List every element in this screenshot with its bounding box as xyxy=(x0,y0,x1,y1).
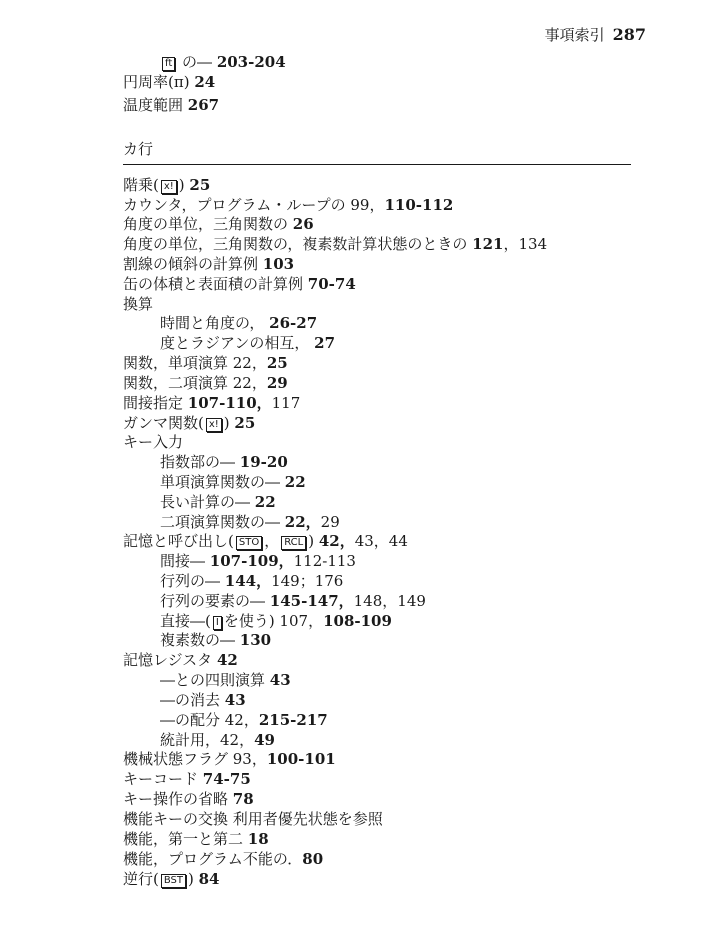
page-ref-primary: 107-110， xyxy=(187,394,272,412)
index-entry xyxy=(123,433,183,452)
page-ref-primary: 100-101 xyxy=(266,750,336,768)
page-ref-primary: 70-74 xyxy=(307,275,356,293)
entry-text: 二項演算関数の― xyxy=(160,513,285,531)
key-symbol: BST xyxy=(161,874,186,888)
page-ref-primary: 25 xyxy=(189,176,211,194)
entry-text: 逆行( xyxy=(123,870,159,888)
entry-text: 機械状態フラグ 93， xyxy=(123,750,267,768)
entry-text: ， xyxy=(264,532,280,550)
entry-text: 149；176 xyxy=(271,572,344,590)
entry-text: 円周率( xyxy=(123,73,174,91)
index-entry xyxy=(123,354,288,373)
index-subentry xyxy=(160,53,286,72)
index-entry xyxy=(123,235,547,254)
page-ref-primary: 49 xyxy=(254,731,275,749)
page-ref-primary: 107-109， xyxy=(209,552,294,570)
page-ref-primary: 74-75 xyxy=(202,770,251,788)
index-entry xyxy=(123,215,314,234)
entry-text: ) xyxy=(223,414,235,432)
entry-text: ―の消去 xyxy=(160,691,225,709)
entry-text: 29 xyxy=(320,513,340,531)
index-subentry xyxy=(160,493,276,512)
entry-text: 単項演算関数の― xyxy=(160,473,285,491)
key-symbol: STO xyxy=(236,536,262,550)
entry-text: 117 xyxy=(271,394,301,412)
index-entry xyxy=(123,96,219,115)
entry-text: 角度の単位，三角関数の xyxy=(123,215,293,233)
page-ref-primary: 27 xyxy=(314,334,336,352)
entry-text: 時間と角度の， xyxy=(160,314,270,332)
index-entry xyxy=(123,810,383,829)
index-subentry xyxy=(160,731,275,750)
entry-text: ) xyxy=(188,870,199,888)
entry-text: 直接―( xyxy=(160,612,211,630)
section-rule xyxy=(123,164,631,165)
page-ref-primary: 144， xyxy=(224,572,272,590)
page-ref-primary: 26-27 xyxy=(269,314,318,332)
entry-text: キー入力 xyxy=(123,433,184,451)
key-symbol: x! xyxy=(206,418,222,432)
index-entry xyxy=(123,850,323,869)
entry-text: 記憶レジスタ xyxy=(123,651,217,669)
key-symbol: x! xyxy=(161,180,177,194)
page-ref-primary: 42， xyxy=(318,532,355,550)
page-number: 287 xyxy=(612,25,646,44)
index-subentry xyxy=(160,453,288,472)
entry-text: 148，149 xyxy=(353,592,426,610)
entry-text: ，134 xyxy=(503,235,548,253)
index-subentry xyxy=(160,334,335,353)
entry-text: 階乗( xyxy=(123,176,159,194)
entry-text: ) xyxy=(183,73,195,91)
entry-text: 関数，二項演算 22， xyxy=(123,374,267,392)
page-ref-primary: 78 xyxy=(232,790,254,808)
page-ref-primary: 108-109 xyxy=(323,612,392,630)
page-ref-primary: 25 xyxy=(234,414,256,432)
entry-text: キーコード xyxy=(123,770,203,788)
index-subentry xyxy=(160,572,343,591)
page-ref-primary: 26 xyxy=(292,215,314,233)
index-entry xyxy=(123,532,408,551)
entry-text: 割線の傾斜の計算例 xyxy=(123,255,263,273)
page-ref-primary: 25 xyxy=(266,354,288,372)
entry-text: カウンタ，プログラム・ループの 99， xyxy=(123,196,385,214)
page-header xyxy=(545,24,646,45)
entry-text: の― xyxy=(177,53,217,71)
index-entry xyxy=(123,374,288,393)
index-subentry xyxy=(160,592,426,611)
page-ref-primary: 84 xyxy=(198,870,220,888)
entry-text: キー操作の省略 xyxy=(123,790,233,808)
index-entry xyxy=(123,295,153,314)
page-ref-primary: 43 xyxy=(224,691,246,709)
page-ref-primary: 18 xyxy=(247,830,269,848)
entry-text: 記憶と呼び出し( xyxy=(123,532,234,550)
entry-text: 指数部の― xyxy=(160,453,240,471)
key-symbol: RCL xyxy=(281,536,306,550)
page-ref-primary: 22， xyxy=(284,513,321,531)
entry-text: を使う) 107， xyxy=(223,612,324,630)
entry-text: 長い計算の― xyxy=(160,493,255,511)
index-subentry xyxy=(160,513,340,532)
index-subentry xyxy=(160,314,317,333)
entry-text: 温度範囲 xyxy=(123,96,188,114)
entry-text: 度とラジアンの相互， xyxy=(160,334,315,352)
page-ref-primary: 42 xyxy=(216,651,238,669)
index-subentry xyxy=(160,711,328,730)
page-ref-primary: 203-204 xyxy=(216,53,286,71)
entry-text: ) xyxy=(178,176,190,194)
index-entry xyxy=(123,255,294,274)
entry-text: 43，44 xyxy=(354,532,408,550)
index-entry xyxy=(123,394,300,413)
entry-text: 間接指定 xyxy=(123,394,188,412)
page-ref-primary: 43 xyxy=(269,671,291,689)
index-entry xyxy=(123,750,336,769)
index-entry xyxy=(123,176,210,195)
section-title: カ行 xyxy=(123,140,154,158)
index-entry xyxy=(123,870,220,889)
page-ref-primary: 22 xyxy=(254,493,276,511)
page-ref-primary: 215-217 xyxy=(258,711,328,729)
header-title: 事項索引 xyxy=(544,26,605,44)
entry-text: 角度の単位，三角関数の，複素数計算状態のときの xyxy=(123,235,473,253)
index-subentry xyxy=(160,671,291,690)
index-entry xyxy=(123,73,215,92)
page-ref-primary: 130 xyxy=(239,631,272,649)
index-entry xyxy=(123,830,269,849)
page-ref-primary: 24 xyxy=(194,73,216,91)
entry-text: π xyxy=(173,73,184,91)
page-ref-primary: 19-20 xyxy=(239,453,288,471)
entry-text: 間接― xyxy=(160,552,210,570)
entry-text: 行列の要素の― xyxy=(160,592,270,610)
page-ref-primary: 80 xyxy=(302,850,324,868)
page-ref-primary: 22 xyxy=(284,473,306,491)
entry-text: 関数，単項演算 22， xyxy=(123,354,267,372)
entry-text: 複素数の― xyxy=(160,631,240,649)
entry-text: 機能キーの交換 利用者優先状態を参照 xyxy=(123,810,383,828)
page-ref-primary: 110-112 xyxy=(384,196,454,214)
entry-text: 缶の体積と表面積の計算例 xyxy=(123,275,308,293)
key-symbol: I xyxy=(213,616,222,630)
index-subentry xyxy=(160,473,306,492)
index-entry xyxy=(123,275,356,294)
entry-text: 統計用，42， xyxy=(160,731,255,749)
index-subentry xyxy=(160,612,392,631)
entry-text: ―の配分 42， xyxy=(160,711,259,729)
index-entry xyxy=(123,414,255,433)
index-subentry xyxy=(160,552,356,571)
entry-text: 機能，第一と第二 xyxy=(123,830,248,848)
page-ref-primary: 145-147， xyxy=(269,592,354,610)
index-entry xyxy=(123,651,238,670)
index-subentry xyxy=(160,691,246,710)
entry-text: ) xyxy=(308,532,319,550)
index-subentry xyxy=(160,631,271,650)
entry-text: 行列の― xyxy=(160,572,225,590)
index-entry xyxy=(123,790,254,809)
page-ref-primary: 267 xyxy=(187,96,220,114)
index-entry xyxy=(123,770,251,789)
entry-text: 112-113 xyxy=(293,552,356,570)
entry-text: 換算 xyxy=(123,295,154,313)
page-ref-primary: 29 xyxy=(266,374,288,392)
index-entry xyxy=(123,196,453,215)
page-ref-primary: 121 xyxy=(472,235,504,253)
entry-text: 機能，プログラム不能の． xyxy=(123,850,303,868)
page-ref-primary: 103 xyxy=(262,255,295,273)
key-symbol: ft xyxy=(162,57,175,71)
entry-text: ―との四則演算 xyxy=(160,671,270,689)
entry-text: ガンマ関数( xyxy=(123,414,204,432)
